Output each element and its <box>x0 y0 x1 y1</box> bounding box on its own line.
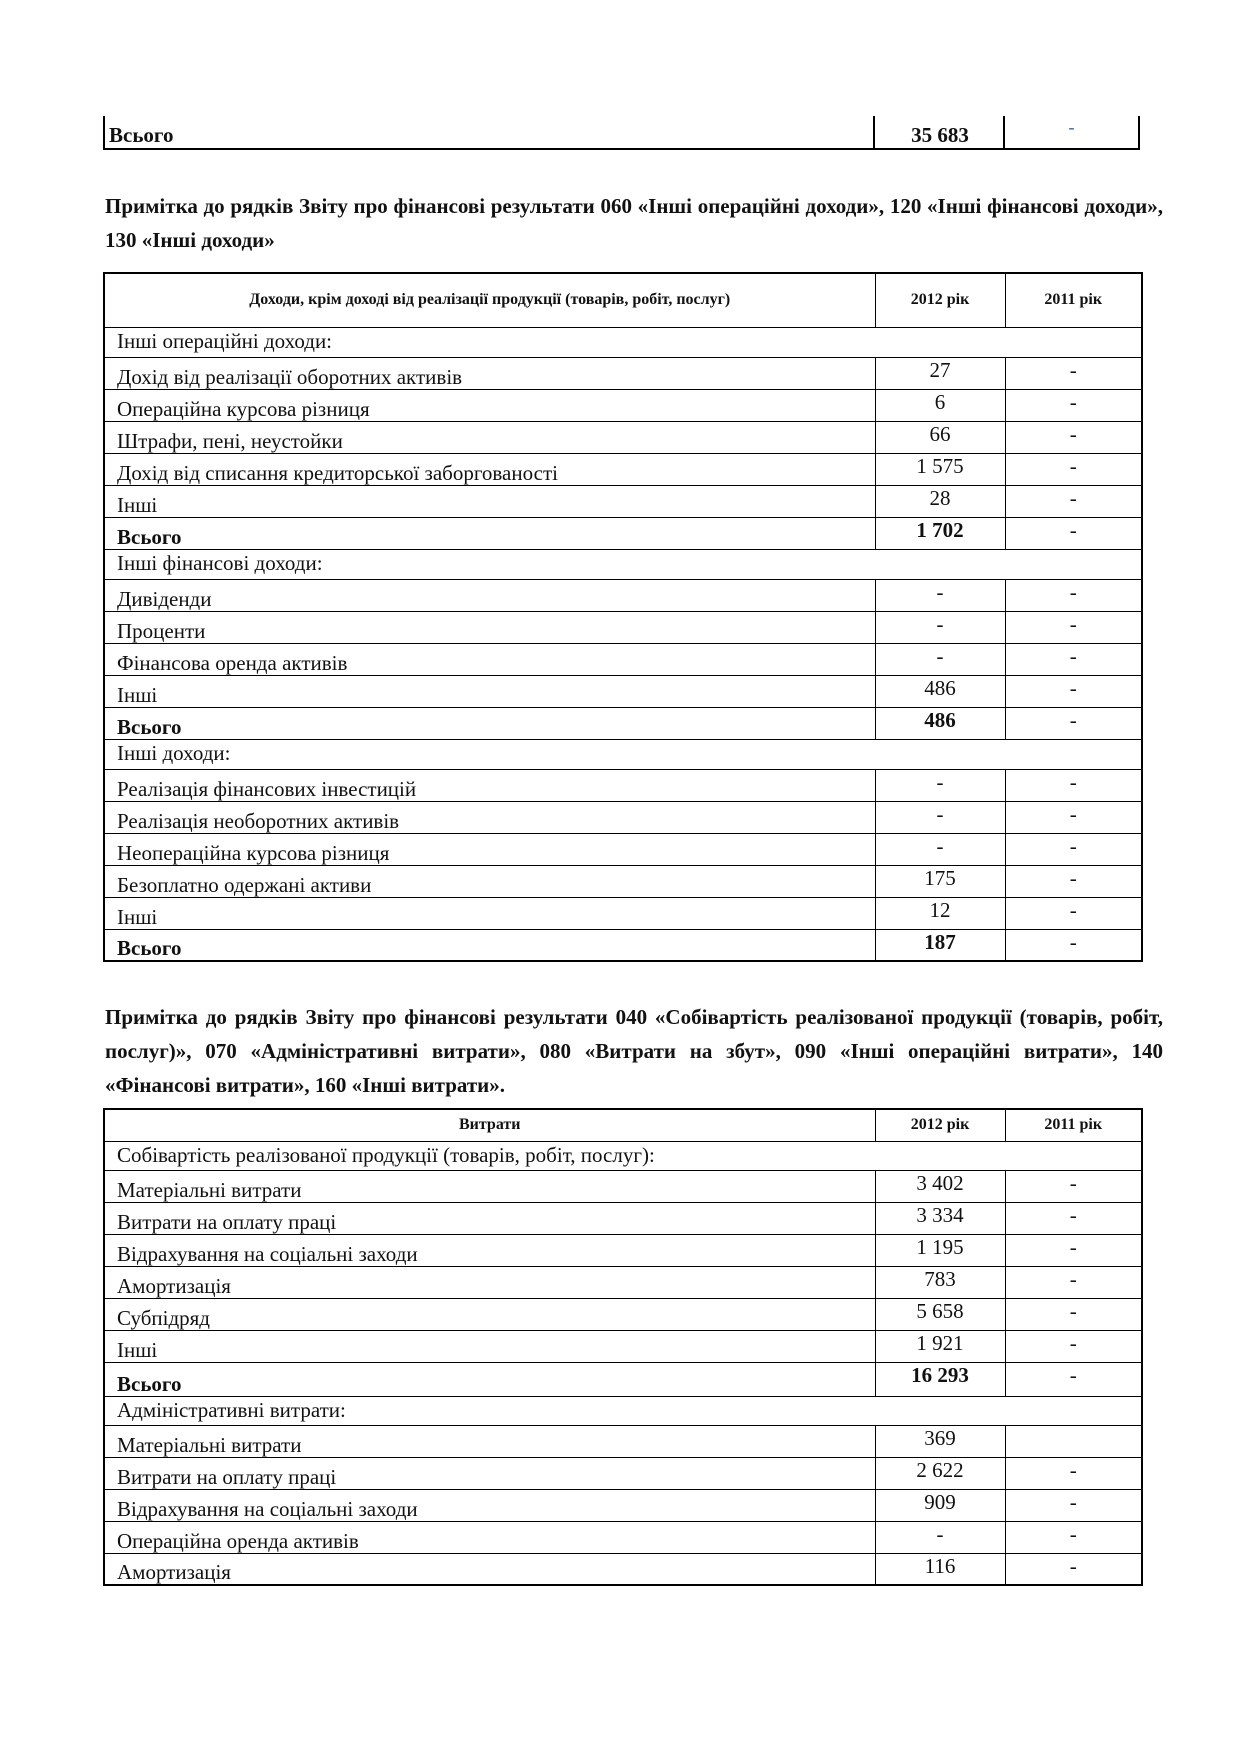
note-expenses: Примітка до рядків Звіту про фінансові результати 040 «Собівартість реалізованої продукції (товарів, робіт, послуг)», 070 «Адміністративні витрати», 080 «Витрати на збут», 090 «Інші операційні витрати», 140 «Фінансові витрати», 160 «Інші витрати». <box>105 1005 1163 1097</box>
row-label: Амортизація <box>104 1553 875 1585</box>
value-2011: - <box>1005 421 1142 453</box>
section-label: Собівартість реалізованої продукції (товарів, робіт, послуг): <box>104 1141 1142 1170</box>
table-row <box>104 769 1142 801</box>
value-2012: 116 <box>875 1553 1005 1585</box>
table-row <box>104 1234 1142 1266</box>
row-label: Проценти <box>104 611 875 643</box>
value-2011: - <box>1005 865 1142 897</box>
row-label: Відрахування на соціальні заходи <box>104 1489 875 1521</box>
value-2012: 369 <box>875 1425 1005 1457</box>
row-label: Всього <box>104 517 875 549</box>
table-row <box>104 1489 1142 1521</box>
table-header-row <box>104 273 1142 327</box>
row-label: Операційна курсова різниця <box>104 389 875 421</box>
table-row <box>104 1202 1142 1234</box>
note-other-income: Примітка до рядків Звіту про фінансові результати 060 «Інші операційні доходи», 120 «Інші фінансові доходи», 130 «Інші доходи» <box>105 194 1163 252</box>
value-2011 <box>1005 1425 1142 1457</box>
value-2012: - <box>875 1521 1005 1553</box>
table-header-row <box>104 1109 1142 1141</box>
value-2012: - <box>875 611 1005 643</box>
value-2012: 1 921 <box>875 1330 1005 1362</box>
header-2011: 2011 рік <box>1005 273 1142 327</box>
table-row <box>104 1298 1142 1330</box>
value-2012: 5 658 <box>875 1298 1005 1330</box>
table-row <box>104 1457 1142 1489</box>
value-2012: 28 <box>875 485 1005 517</box>
section-row <box>104 739 1142 769</box>
table-row <box>104 453 1142 485</box>
header-description: Доходи, крім доході від реалізації продукції (товарів, робіт, послуг) <box>104 273 875 327</box>
row-label: Відрахування на соціальні заходи <box>104 1234 875 1266</box>
row-label: Інші <box>104 485 875 517</box>
row-label: Всього <box>104 1362 875 1396</box>
table-row <box>104 421 1142 453</box>
value-2011: - <box>1005 833 1142 865</box>
total-row <box>104 707 1142 739</box>
value-2012: 3 334 <box>875 1202 1005 1234</box>
other-income-table <box>103 272 1143 962</box>
expenses-table <box>103 1108 1143 1586</box>
section-label: Інші операційні доходи: <box>104 327 1142 357</box>
header-2011: 2011 рік <box>1005 1109 1142 1141</box>
value-2011: - <box>1005 1521 1142 1553</box>
carryover-total-label: Всього <box>109 123 174 147</box>
carryover-total-2011: - <box>1068 117 1075 137</box>
value-2012: 486 <box>875 675 1005 707</box>
table-row <box>104 643 1142 675</box>
value-2011: - <box>1005 769 1142 801</box>
value-2011: - <box>1005 1234 1142 1266</box>
value-2011: - <box>1005 611 1142 643</box>
table-row <box>104 675 1142 707</box>
table-row <box>104 1170 1142 1202</box>
value-2011: - <box>1005 1170 1142 1202</box>
section-row <box>104 327 1142 357</box>
value-2011: - <box>1005 929 1142 961</box>
value-2011: - <box>1005 1362 1142 1396</box>
value-2012: 6 <box>875 389 1005 421</box>
value-2011: - <box>1005 1298 1142 1330</box>
row-label: Неопераційна курсова різниця <box>104 833 875 865</box>
value-2011: - <box>1005 707 1142 739</box>
section-row <box>104 549 1142 579</box>
value-2011: - <box>1005 389 1142 421</box>
section-label: Адміністративні витрати: <box>104 1396 1142 1425</box>
row-label: Субпідряд <box>104 1298 875 1330</box>
row-label: Операційна оренда активів <box>104 1521 875 1553</box>
value-2012: - <box>875 579 1005 611</box>
value-2011: - <box>1005 801 1142 833</box>
value-2012: - <box>875 833 1005 865</box>
value-2012: 187 <box>875 929 1005 961</box>
value-2011: - <box>1005 897 1142 929</box>
value-2011: - <box>1005 1553 1142 1585</box>
value-2012: 27 <box>875 357 1005 389</box>
value-2012: 1 575 <box>875 453 1005 485</box>
table-row <box>104 357 1142 389</box>
value-2011: - <box>1005 517 1142 549</box>
value-2011: - <box>1005 579 1142 611</box>
table-row <box>104 389 1142 421</box>
header-2012: 2012 рік <box>875 1109 1005 1141</box>
header-2012: 2012 рік <box>875 273 1005 327</box>
row-label: Інші <box>104 675 875 707</box>
value-2012: 909 <box>875 1489 1005 1521</box>
value-2012: - <box>875 643 1005 675</box>
value-2011: - <box>1005 357 1142 389</box>
section-row <box>104 1141 1142 1170</box>
value-2012: 783 <box>875 1266 1005 1298</box>
value-2011: - <box>1005 485 1142 517</box>
row-label: Матеріальні витрати <box>104 1170 875 1202</box>
total-row <box>104 517 1142 549</box>
value-2011: - <box>1005 675 1142 707</box>
row-label: Витрати на оплату праці <box>104 1457 875 1489</box>
row-label: Інші <box>104 897 875 929</box>
value-2012: 1 195 <box>875 1234 1005 1266</box>
value-2011: - <box>1005 1266 1142 1298</box>
value-2011: - <box>1005 1330 1142 1362</box>
value-2012: 175 <box>875 865 1005 897</box>
value-2011: - <box>1005 1489 1142 1521</box>
table-row <box>104 801 1142 833</box>
value-2012: 12 <box>875 897 1005 929</box>
table-row <box>104 1553 1142 1585</box>
value-2012: - <box>875 801 1005 833</box>
carryover-total-row <box>103 116 1141 150</box>
value-2012: 486 <box>875 707 1005 739</box>
carryover-total-2012: 35 683 <box>911 123 969 147</box>
value-2012: - <box>875 769 1005 801</box>
row-label: Всього <box>104 707 875 739</box>
row-label: Витрати на оплату праці <box>104 1202 875 1234</box>
value-2012: 1 702 <box>875 517 1005 549</box>
value-2012: 66 <box>875 421 1005 453</box>
value-2012: 16 293 <box>875 1362 1005 1396</box>
row-label: Дивіденди <box>104 579 875 611</box>
row-label: Фінансова оренда активів <box>104 643 875 675</box>
table-row <box>104 1330 1142 1362</box>
row-label: Безоплатно одержані активи <box>104 865 875 897</box>
row-label: Інші <box>104 1330 875 1362</box>
row-label: Всього <box>104 929 875 961</box>
row-label: Реалізація необоротних активів <box>104 801 875 833</box>
section-label: Інші фінансові доходи: <box>104 549 1142 579</box>
row-label: Амортизація <box>104 1266 875 1298</box>
table-row <box>104 1521 1142 1553</box>
table-row <box>104 833 1142 865</box>
row-label: Дохід від списання кредиторської заборгованості <box>104 453 875 485</box>
table-row <box>104 611 1142 643</box>
table-row <box>104 579 1142 611</box>
row-label: Реалізація фінансових інвестицій <box>104 769 875 801</box>
table-row <box>104 485 1142 517</box>
table-row <box>104 1266 1142 1298</box>
value-2011: - <box>1005 453 1142 485</box>
total-row <box>104 1362 1142 1396</box>
table-row <box>104 865 1142 897</box>
header-description: Витрати <box>104 1109 875 1141</box>
value-2011: - <box>1005 1202 1142 1234</box>
table-row <box>104 897 1142 929</box>
table-row <box>104 1425 1142 1457</box>
section-label: Інші доходи: <box>104 739 1142 769</box>
value-2012: 3 402 <box>875 1170 1005 1202</box>
row-label: Дохід від реалізації оборотних активів <box>104 357 875 389</box>
section-row <box>104 1396 1142 1425</box>
value-2011: - <box>1005 643 1142 675</box>
row-label: Штрафи, пені, неустойки <box>104 421 875 453</box>
value-2012: 2 622 <box>875 1457 1005 1489</box>
row-label: Матеріальні витрати <box>104 1425 875 1457</box>
total-row <box>104 929 1142 961</box>
value-2011: - <box>1005 1457 1142 1489</box>
